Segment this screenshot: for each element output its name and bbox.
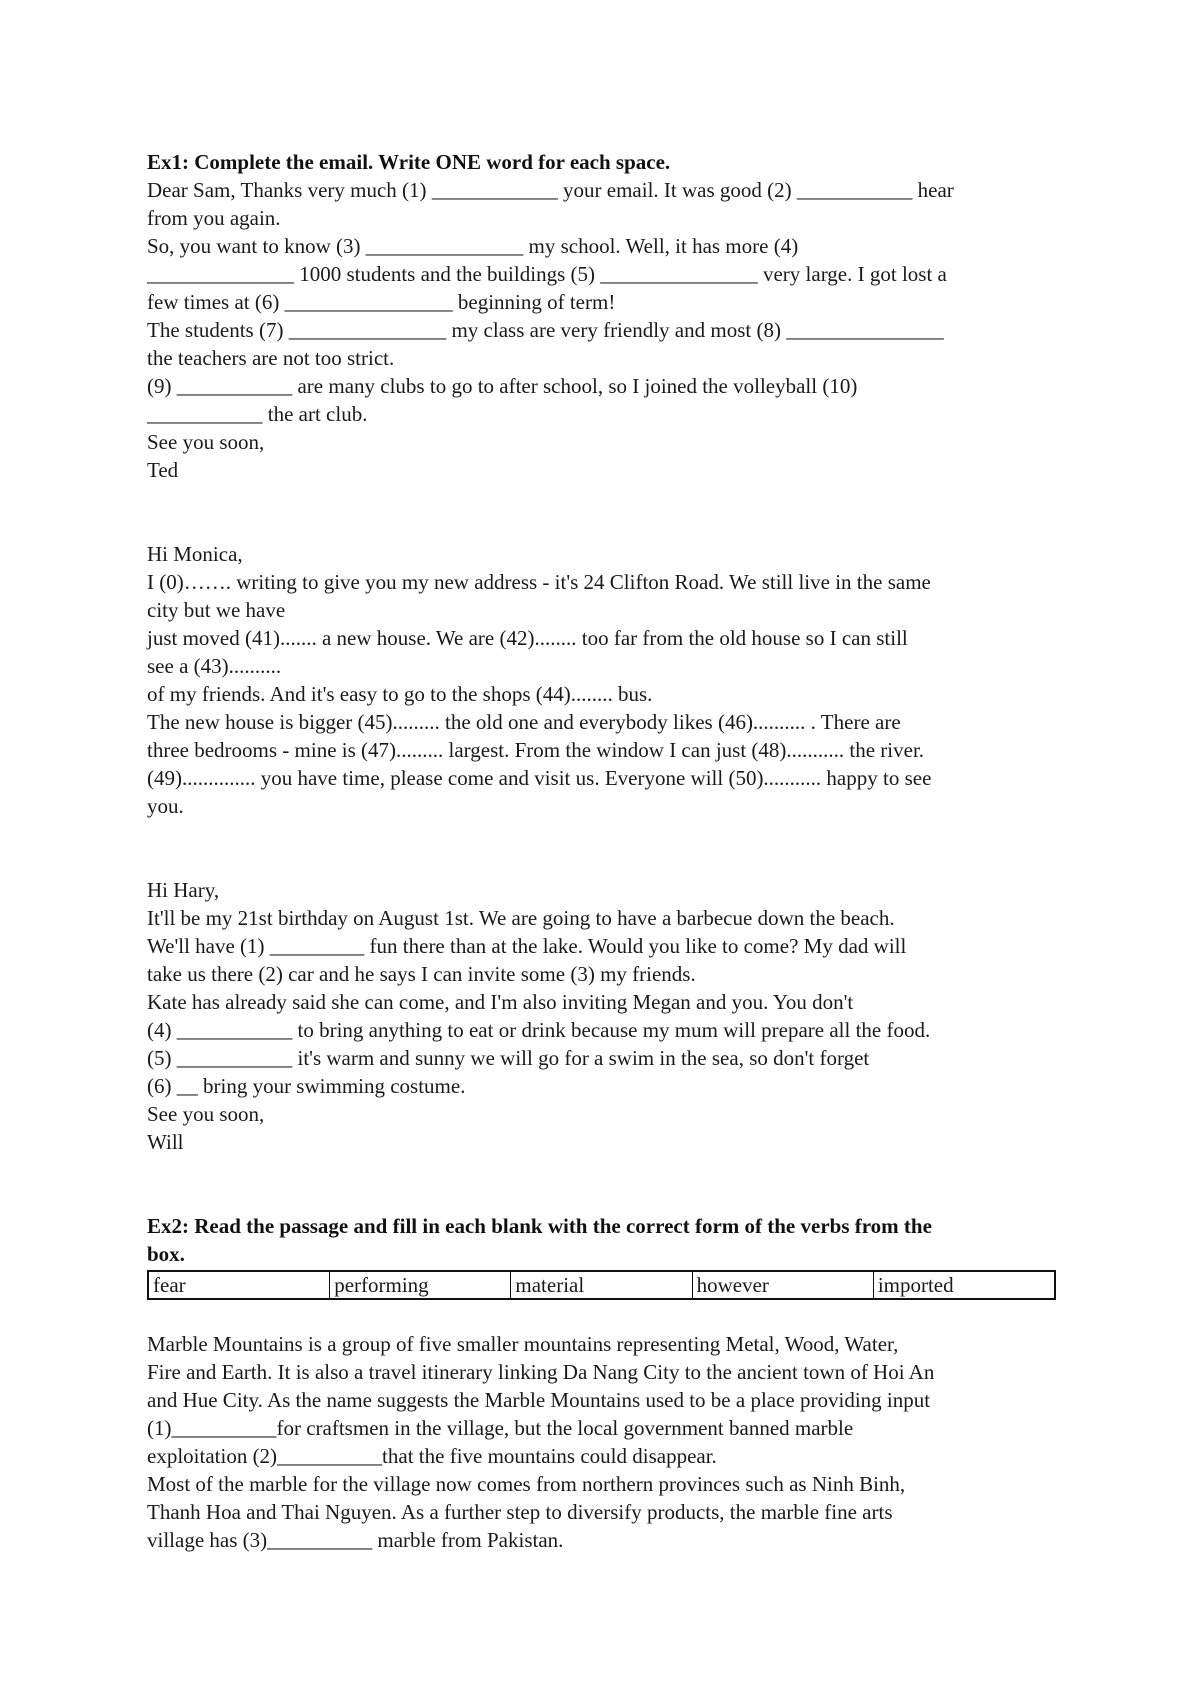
letter-line: It'll be my 21st birthday on August 1st. We are going to have a barbecue down the beach. [147, 906, 895, 930]
letter-sam [147, 176, 1067, 484]
spacer [147, 1300, 1067, 1330]
passage-line: exploitation (2)__________that the five mountains could disappear. [147, 1444, 717, 1468]
letter-line: Dear Sam, Thanks very much (1) ____________ your email. It was good (2) ___________ hear [147, 178, 954, 202]
letter-line: ___________ the art club. [147, 402, 368, 426]
letter-monica [147, 540, 1067, 820]
letter-line: (9) ___________ are many clubs to go to after school, so I joined the volleyball (10) [147, 374, 858, 398]
letter-line: (6) __ bring your swimming costume. [147, 1074, 466, 1098]
letter-line: city but we have [147, 598, 286, 622]
spacer [147, 484, 1067, 540]
word-box-cell: material [511, 1272, 692, 1298]
spacer [147, 820, 1067, 876]
letter-line: So, you want to know (3) _______________ my school. Well, it has more (4) [147, 234, 799, 258]
passage-line: village has (3)__________ marble from Pakistan. [147, 1528, 564, 1552]
letter-line: The students (7) _______________ my class are very friendly and most (8) _______________ [147, 318, 944, 342]
letter-line: We'll have (1) _________ fun there than at the lake. Would you like to come? My dad will [147, 934, 907, 958]
letter-line: I (0)……. writing to give you my new address - it's 24 Clifton Road. We still live in the same [147, 570, 931, 594]
spacer [147, 1156, 1067, 1212]
letter-line: (49).............. you have time, please come and visit us. Everyone will (50)........... happy to see [147, 766, 932, 790]
letter-line: of my friends. And it's easy to go to the shops (44)........ bus. [147, 682, 653, 706]
letter-hary [147, 876, 1067, 1156]
letter-line: (5) ___________ it's warm and sunny we will go for a swim in the sea, so don't forget [147, 1046, 870, 1070]
ex2-heading: Ex2: Read the passage and fill in each blank with the correct form of the verbs from the [147, 1214, 932, 1238]
letter-line: from you again. [147, 206, 281, 230]
letter-line: Ted [147, 458, 179, 482]
worksheet-page [147, 148, 1067, 1554]
letter-line: three bedrooms - mine is (47)......... largest. From the window I can just (48)........... the river. [147, 738, 925, 762]
passage-line: (1)__________for craftsmen in the village, but the local government banned marble [147, 1416, 854, 1440]
letter-line: take us there (2) car and he says I can invite some (3) my friends. [147, 962, 696, 986]
ex1-heading: Ex1: Complete the email. Write ONE word for each space. [147, 150, 671, 174]
passage-line: Fire and Earth. It is also a travel itinerary linking Da Nang City to the ancient town of Hoi An [147, 1360, 935, 1384]
passage-line: and Hue City. As the name suggests the Marble Mountains used to be a place providing input [147, 1388, 931, 1412]
word-box [147, 1270, 1056, 1300]
ex2-heading-cont: box. [147, 1242, 185, 1266]
letter-line: (4) ___________ to bring anything to eat or drink because my mum will prepare all the food. [147, 1018, 931, 1042]
letter-line: See you soon, [147, 1102, 265, 1126]
passage-line: Most of the marble for the village now comes from northern provinces such as Ninh Binh, [147, 1472, 906, 1496]
letter-line: The new house is bigger (45)......... the old one and everybody likes (46).......... . There are [147, 710, 901, 734]
letter-line: the teachers are not too strict. [147, 346, 395, 370]
word-box-cell: however [693, 1272, 874, 1298]
word-box-cell: imported [877, 1273, 954, 1297]
passage-line: Thanh Hoa and Thai Nguyen. As a further step to diversify products, the marble fine arts [147, 1500, 893, 1524]
letter-line: See you soon, [147, 430, 265, 454]
letter-line: ______________ 1000 students and the buildings (5) _______________ very large. I got lost a [147, 262, 947, 286]
letter-line: Hi Hary, [147, 878, 220, 902]
letter-line: Hi Monica, [147, 542, 243, 566]
letter-line: Will [147, 1130, 184, 1154]
word-box-cell: fear [149, 1272, 330, 1298]
letter-line: Kate has already said she can come, and I'm also inviting Megan and you. You don't [147, 990, 854, 1014]
ex2-passage [147, 1330, 1067, 1554]
letter-line: see a (43).......... [147, 654, 282, 678]
passage-line: Marble Mountains is a group of five smaller mountains representing Metal, Wood, Water, [147, 1332, 899, 1356]
letter-line: you. [147, 794, 184, 818]
letter-line: few times at (6) ________________ beginning of term! [147, 290, 616, 314]
letter-line: just moved (41)....... a new house. We are (42)........ too far from the old house so I can still [147, 626, 908, 650]
word-box-cell: performing [330, 1272, 511, 1298]
